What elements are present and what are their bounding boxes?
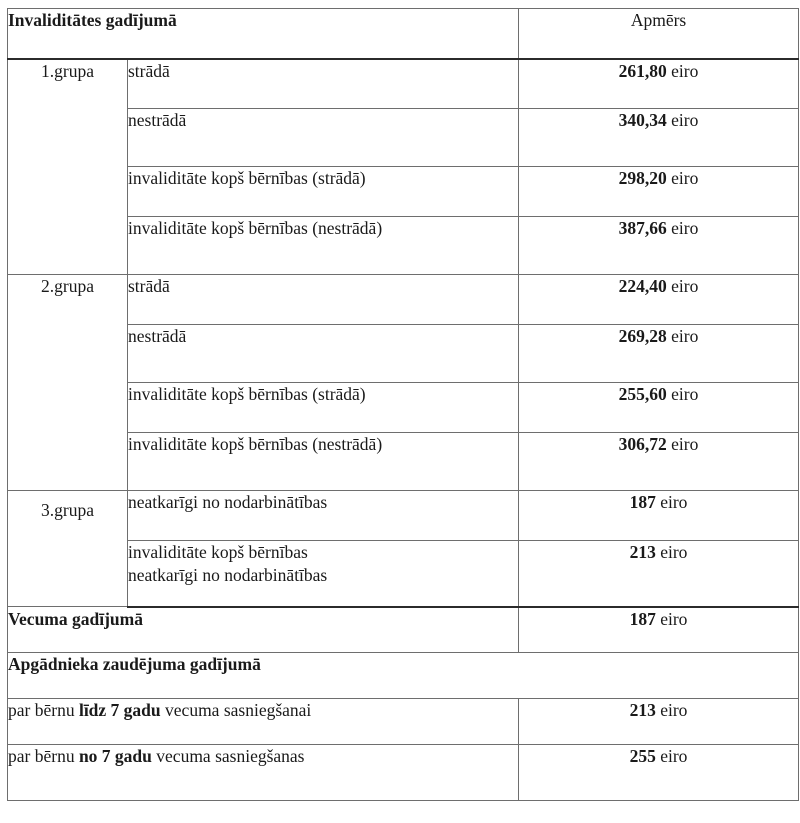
detail-cell: neatkarīgi no nodarbinātības (128, 491, 519, 541)
amount-value: 306,72 (618, 434, 667, 454)
amount-value: 340,34 (618, 110, 667, 130)
detail-cell: strādā (128, 275, 519, 325)
amount-cell (519, 325, 799, 383)
survivor-row (8, 699, 799, 745)
table-row (8, 275, 799, 325)
amount-value: 224,40 (618, 276, 667, 296)
group-label-2grupa: 2.grupa (8, 275, 128, 491)
detail-suffix: vecuma sasniegšanas (151, 746, 305, 766)
amount-cell (519, 541, 799, 607)
detail-cell: nestrādā (128, 325, 519, 383)
amount-cell (519, 383, 799, 433)
amount-unit: eiro (660, 700, 688, 720)
amount-cell (519, 745, 799, 801)
amount-unit: eiro (660, 746, 688, 766)
amount-unit: eiro (671, 60, 699, 81)
amount-unit: eiro (660, 608, 688, 629)
detail-cell: invaliditāte kopš bērnības (strādā) (128, 167, 519, 217)
amount-value: 213 (629, 542, 656, 562)
detail-cell: nestrādā (128, 109, 519, 167)
amount-unit: eiro (671, 110, 699, 130)
detail-line-1: invaliditāte kopš bērnības (128, 542, 308, 562)
detail-prefix: par bērnu (8, 700, 79, 720)
amount-cell (519, 109, 799, 167)
amount-unit: eiro (671, 218, 699, 238)
survivor-row (8, 745, 799, 801)
detail-cell: invaliditāte kopš bērnības (nestrādā) (128, 433, 519, 491)
amount-value: 255,60 (618, 384, 667, 404)
amount-value: 187 (629, 492, 656, 512)
old-age-label: Vecuma gadījumā (8, 607, 519, 653)
amount-value: 387,66 (618, 218, 667, 238)
detail-cell: invaliditāte kopš bērnības (nestrādā) (128, 217, 519, 275)
detail-cell: invaliditāte kopš bērnības (strādā) (128, 383, 519, 433)
detail-cell: strādā (128, 59, 519, 109)
amount-unit: eiro (671, 326, 699, 346)
detail-emphasis: no 7 gadu (78, 746, 152, 766)
amount-cell (519, 167, 799, 217)
amount-cell (519, 699, 799, 745)
detail-cell (8, 699, 519, 745)
amount-unit: eiro (671, 276, 699, 296)
amount-cell (519, 59, 799, 109)
group-label-3grupa: 3.grupa (8, 491, 128, 607)
amount-value: 213 (629, 700, 656, 720)
amount-unit: eiro (671, 434, 699, 454)
detail-prefix: par bērnu (8, 746, 79, 766)
amount-cell (519, 217, 799, 275)
benefits-table (7, 8, 799, 801)
survivor-section-row (8, 653, 799, 699)
header-invalidity-title: Invaliditātes gadījumā (8, 9, 519, 59)
detail-suffix: vecuma sasniegšanai (160, 700, 312, 720)
amount-cell (519, 607, 799, 653)
survivor-section-label: Apgādnieka zaudējuma gadījumā (8, 653, 799, 699)
amount-cell (519, 491, 799, 541)
amount-unit: eiro (671, 168, 699, 188)
group-label-1grupa: 1.grupa (8, 59, 128, 275)
detail-cell (128, 541, 519, 607)
amount-value: 255 (629, 746, 656, 766)
amount-unit: eiro (660, 492, 688, 512)
amount-cell (519, 275, 799, 325)
table-row (8, 59, 799, 109)
amount-value: 269,28 (618, 326, 667, 346)
detail-cell (8, 745, 519, 801)
detail-emphasis: līdz 7 gadu (78, 700, 161, 720)
detail-line-2: neatkarīgi no nodarbinātības (128, 564, 328, 585)
amount-cell (519, 433, 799, 491)
table-row (8, 491, 799, 541)
amount-unit: eiro (660, 542, 688, 562)
header-amount-title: Apmērs (519, 9, 799, 59)
table-header-row (8, 9, 799, 59)
old-age-row (8, 607, 799, 653)
amount-value: 298,20 (618, 168, 667, 188)
amount-value: 261,80 (618, 60, 667, 81)
amount-unit: eiro (671, 384, 699, 404)
amount-value: 187 (629, 608, 656, 629)
